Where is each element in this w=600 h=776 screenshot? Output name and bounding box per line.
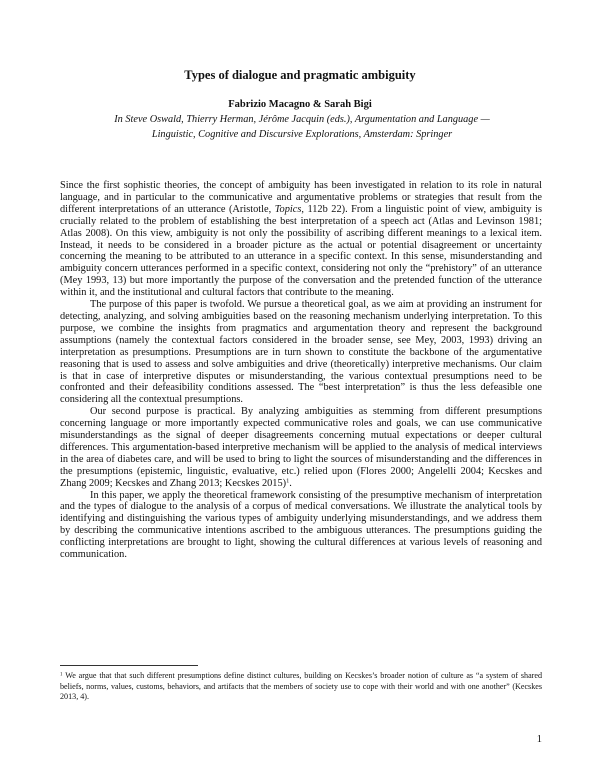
paper-citation: In Steve Oswald, Thierry Herman, Jérôme Jacquin (eds.), Argumentation and Language — Linguistic, Cognitive and Discursive Explorations, Amsterdam: Springer bbox=[114, 114, 490, 140]
paragraph-2: The purpose of this paper is twofold. We pursue a theoretical goal, as we aim at providing an instrument for detecting, analyzing, and solving ambiguities based on the reasoning mechanism underlying interpretation. To this purpose, we combine the insights from pragmatics and argumentation theory and represent the background assumptions (namely the contextual factors considered in the broader sense, see Mey, 2003, 1993) driving an interpretation as presumptions. Presumptions are in turn shown to constitute the backbone of the argumentative reasoning that is used to assess and solve ambiguities and drive (theoretically) interpretive mechanisms. Our claim is that in case of interpretive disputes or misunderstanding, the various contextual presumptions need to be confronted and their defeasibility conditions assessed. The “best interpretation” is thus the less defeasible one considering all the contextual presumptions. bbox=[60, 299, 542, 406]
paragraph-1-italic-topics: Topics bbox=[274, 203, 302, 215]
paper-body bbox=[60, 180, 542, 561]
paragraph-1-text-a: Since the first sophistic theories, the concept of ambiguity has been investigated in relation to its role in natural language, and in particular to the communicative and argumentative problems or strategies that result from the different interpretations of an utterance (Aristotle, bbox=[60, 180, 542, 215]
paragraph-1-text-c: , 112b 22). From a linguistic point of view, ambiguity is crucially related to the problem of establishing the best interpretation of a speech act (Atlas and Levinson 1981; Atlas 2008). On this view, ambiguity is not only the possibility of ascribing different meanings to a lexical item. Instead, it needs to be considered in a broader picture as the actual or potential disagreement or uncertainty concerning the meaning to be attributed to an utterance in a specific context. In this sense, misunderstanding and ambiguity concern utterances performed in a specific context, considering not only the “prehistory” of an utterance (Mey 1993, 13) but more importantly the purpose of the conversation and the pretended function of the utterance within it, and the institutional and cultural factors that contribute to the meaning. bbox=[60, 203, 542, 299]
footnote-text: We argue that that such different presumptions define distinct cultures, building on Kecskes’s broader notion of culture as “a system of shared beliefs, norms, values, customs, behaviors, and artifacts that the members of society use to cope with their world and with one another” (Kecskes 2013, 4). bbox=[60, 671, 542, 702]
page-number: 1 bbox=[536, 734, 542, 745]
paragraph-3-text: Our second purpose is practical. By analyzing ambiguities as stemming from different presumptions concerning language or more importantly expected communicative roles and goals, we can use communicative misunderstandings as the signal of deeper disagreements concerning mutual expectations or deeper cultural differences. This argumentation-based interpretive mechanism will be applied to the analysis of medical interviews in the area of diabetes care, and will be used to bring to light the sources of misunderstanding and the differences in the presumptions (epistemic, linguistic, evaluative, etc.) relied upon (Flores 2000; Angelelli 2004; Kecskes and Zhang 2009; Kecskes and Zhang 2013; Kecskes 2015) bbox=[60, 406, 542, 489]
footnote-divider bbox=[60, 665, 198, 666]
paragraph-4: In this paper, we apply the theoretical framework consisting of the presumptive mechanism of interpretation and the types of dialogue to the analysis of a corpus of medical conversations. We illustrate the analytical tools by identifying and distinguishing the various types of ambiguity underlying misunderstandings, and we address them by describing the communicative intentions ascribed to the ambiguous utterances. The presumptions guiding the conflicting interpretations are brought to light, showing the cultural differences at various levels of reasoning and communication. bbox=[60, 489, 542, 561]
paragraph-3 bbox=[60, 406, 542, 489]
paragraph-3-end: . bbox=[289, 477, 292, 489]
footnote-1 bbox=[60, 671, 542, 703]
paragraph-1 bbox=[60, 180, 542, 299]
footnote-mark: 1 bbox=[60, 672, 63, 678]
paper-authors: Fabrizio Macagno & Sarah Bigi bbox=[228, 99, 372, 110]
paper-title: Types of dialogue and pragmatic ambiguity bbox=[184, 68, 416, 82]
footnote-reference[interactable]: 1 bbox=[286, 477, 290, 485]
